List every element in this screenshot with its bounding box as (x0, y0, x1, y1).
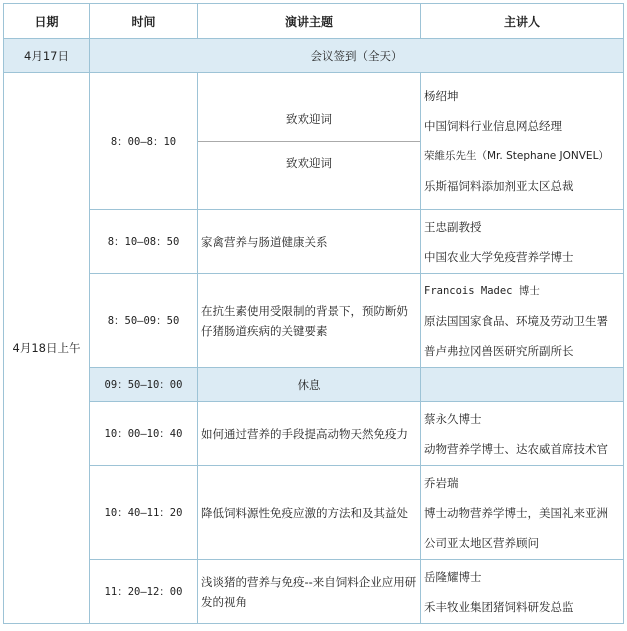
row-topic: 如何通过营养的手段提高动物天然免疫力 (198, 402, 421, 466)
schedule-table (3, 3, 624, 624)
row-time: 8：10—08：50 (90, 210, 198, 274)
speaker-line: 中国饲料行业信息网总经理 (424, 119, 562, 133)
speaker-line: 蔡永久博士 (424, 411, 482, 426)
day1-date: 4月17日 (4, 39, 90, 73)
row-time: 8：50—09：50 (90, 274, 198, 368)
speaker-line: 博士动物营养学博士，美国礼来亚洲 (424, 505, 608, 520)
row-time: 09：50—10：00 (90, 368, 198, 402)
header-time: 时间 (90, 4, 198, 39)
header-topic: 演讲主题 (198, 4, 421, 39)
day1-row (4, 39, 624, 73)
row-speaker (421, 210, 624, 274)
speaker-line: 乔岩瑞 (424, 475, 459, 490)
break-empty-cell (421, 368, 624, 402)
table-row (4, 402, 624, 466)
speaker-line: 杨绍坤 (424, 89, 459, 103)
break-label: 休息 (198, 368, 421, 402)
day2-date: 4月18日上午 (4, 73, 90, 624)
row-time: 10：40—11：20 (90, 466, 198, 560)
header-date: 日期 (4, 4, 90, 39)
header-speaker: 主讲人 (421, 4, 624, 39)
welcome-speech-1: 致欢迎词 (198, 98, 420, 142)
header-row (4, 4, 624, 39)
row-topic: 家禽营养与肠道健康关系 (198, 210, 421, 274)
break-row (4, 368, 624, 402)
row-topic: 在抗生素使用受限制的背景下，预防断奶仔猪肠道疾病的关键要素 (198, 274, 421, 368)
speaker-line: 中国农业大学免疫营养学博士 (424, 249, 574, 264)
speaker-line: 原法国国家食品、环境及劳动卫生署 (424, 313, 608, 328)
row-topic: 降低饲料源性免疫应激的方法和及其益处 (198, 466, 421, 560)
speaker-line: 动物营养学博士、达农威首席技术官 (424, 441, 608, 456)
row-speaker (421, 73, 624, 210)
row-speaker (421, 274, 624, 368)
speaker-line: 公司亚太地区营养顾问 (424, 535, 539, 550)
table-row (4, 274, 624, 368)
speaker-line: 乐斯福饲料添加剂亚太区总裁 (424, 179, 574, 193)
row-topic: 浅谈猪的营养与免疫--来自饲料企业应用研发的视角 (198, 560, 421, 624)
speaker-line: Francois Madec 博士 (424, 284, 540, 297)
table-row (4, 210, 624, 274)
speaker-line: 荣維乐先生（Mr. Stephane JONVEL） (424, 150, 609, 162)
speaker-line: 岳隆耀博士 (424, 569, 482, 584)
table-row (4, 466, 624, 560)
welcome-speech-2: 致欢迎词 (286, 156, 332, 170)
row-speaker (421, 466, 624, 560)
row-time: 8：00—8：10 (90, 73, 198, 210)
row-speaker (421, 560, 624, 624)
table-row (4, 560, 624, 624)
row-speaker (421, 402, 624, 466)
row-topic (198, 73, 421, 210)
speaker-line: 王忠副教授 (424, 219, 482, 234)
row-time: 11：20—12：00 (90, 560, 198, 624)
speaker-line: 禾丰牧业集团猪饲料研发总监 (424, 599, 574, 614)
row-time: 10：00—10：40 (90, 402, 198, 466)
table-row (4, 73, 624, 210)
speaker-line: 普卢弗拉冈兽医研究所副所长 (424, 343, 574, 358)
day1-event: 会议签到（全天） (90, 39, 624, 73)
